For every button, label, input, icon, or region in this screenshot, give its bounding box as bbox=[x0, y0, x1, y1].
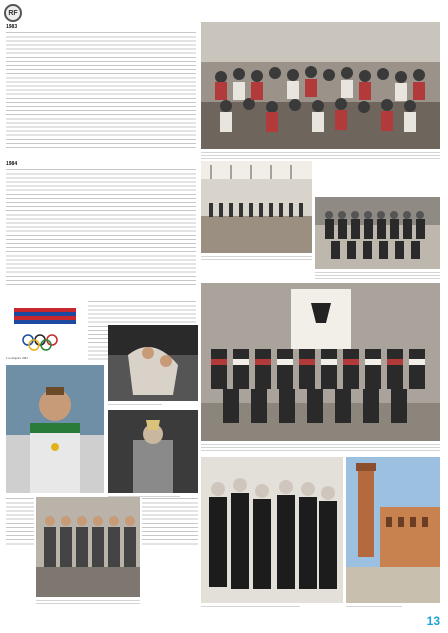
olympic-label: Los Angeles 1984 bbox=[6, 357, 28, 360]
photo-team-bottom-left bbox=[36, 497, 140, 597]
photo-olympic-medalist bbox=[6, 365, 104, 493]
page-number: 13 bbox=[426, 614, 440, 628]
photo-official-meeting bbox=[201, 457, 343, 603]
photo-gym-graphic bbox=[201, 161, 312, 253]
text-bottom-left bbox=[6, 497, 34, 547]
olympic-stars-icon bbox=[6, 300, 84, 356]
caption-gym bbox=[201, 255, 312, 261]
photo-team-banner-graphic bbox=[201, 283, 440, 441]
caption-youth-team bbox=[315, 271, 440, 279]
caption-team-bottom-left bbox=[36, 599, 140, 604]
section-year-1984: 1984 bbox=[6, 161, 18, 167]
photo-town-square bbox=[346, 457, 440, 603]
olympic-logo-los-angeles-1984 bbox=[6, 300, 84, 356]
photo-gym-ceremony bbox=[201, 161, 312, 253]
photo-trophy-graphic bbox=[108, 410, 198, 493]
caption-town-square bbox=[346, 605, 440, 609]
photo-trophy-award bbox=[108, 410, 198, 493]
section-year-1983: 1983 bbox=[6, 24, 18, 30]
text-bottom-middle bbox=[142, 497, 198, 547]
caption-meeting bbox=[201, 605, 343, 609]
photo-youth-team bbox=[315, 197, 440, 269]
photo-team-with-banner bbox=[201, 283, 440, 441]
logo-text: RF bbox=[8, 9, 18, 17]
text-column-1984 bbox=[6, 168, 196, 288]
text-lines bbox=[6, 31, 196, 149]
caption-team-banner bbox=[201, 443, 440, 452]
photo-town-graphic bbox=[346, 457, 440, 603]
caption-womens-team bbox=[201, 151, 440, 160]
photo-meeting-graphic bbox=[201, 457, 343, 603]
photo-womens-team-1983 bbox=[201, 22, 440, 149]
text-lines bbox=[6, 168, 196, 288]
photo-wrestling-graphic bbox=[108, 325, 198, 401]
club-logo bbox=[4, 4, 22, 22]
text-column-1983 bbox=[6, 31, 196, 149]
caption-wrestling bbox=[108, 403, 198, 407]
photo-youth-team-graphic bbox=[315, 197, 440, 269]
photo-medalist-graphic bbox=[6, 365, 104, 493]
photo-womens-team-graphic bbox=[201, 22, 440, 149]
photo-team-bottom-graphic bbox=[36, 497, 140, 597]
photo-wrestling-match bbox=[108, 325, 198, 401]
